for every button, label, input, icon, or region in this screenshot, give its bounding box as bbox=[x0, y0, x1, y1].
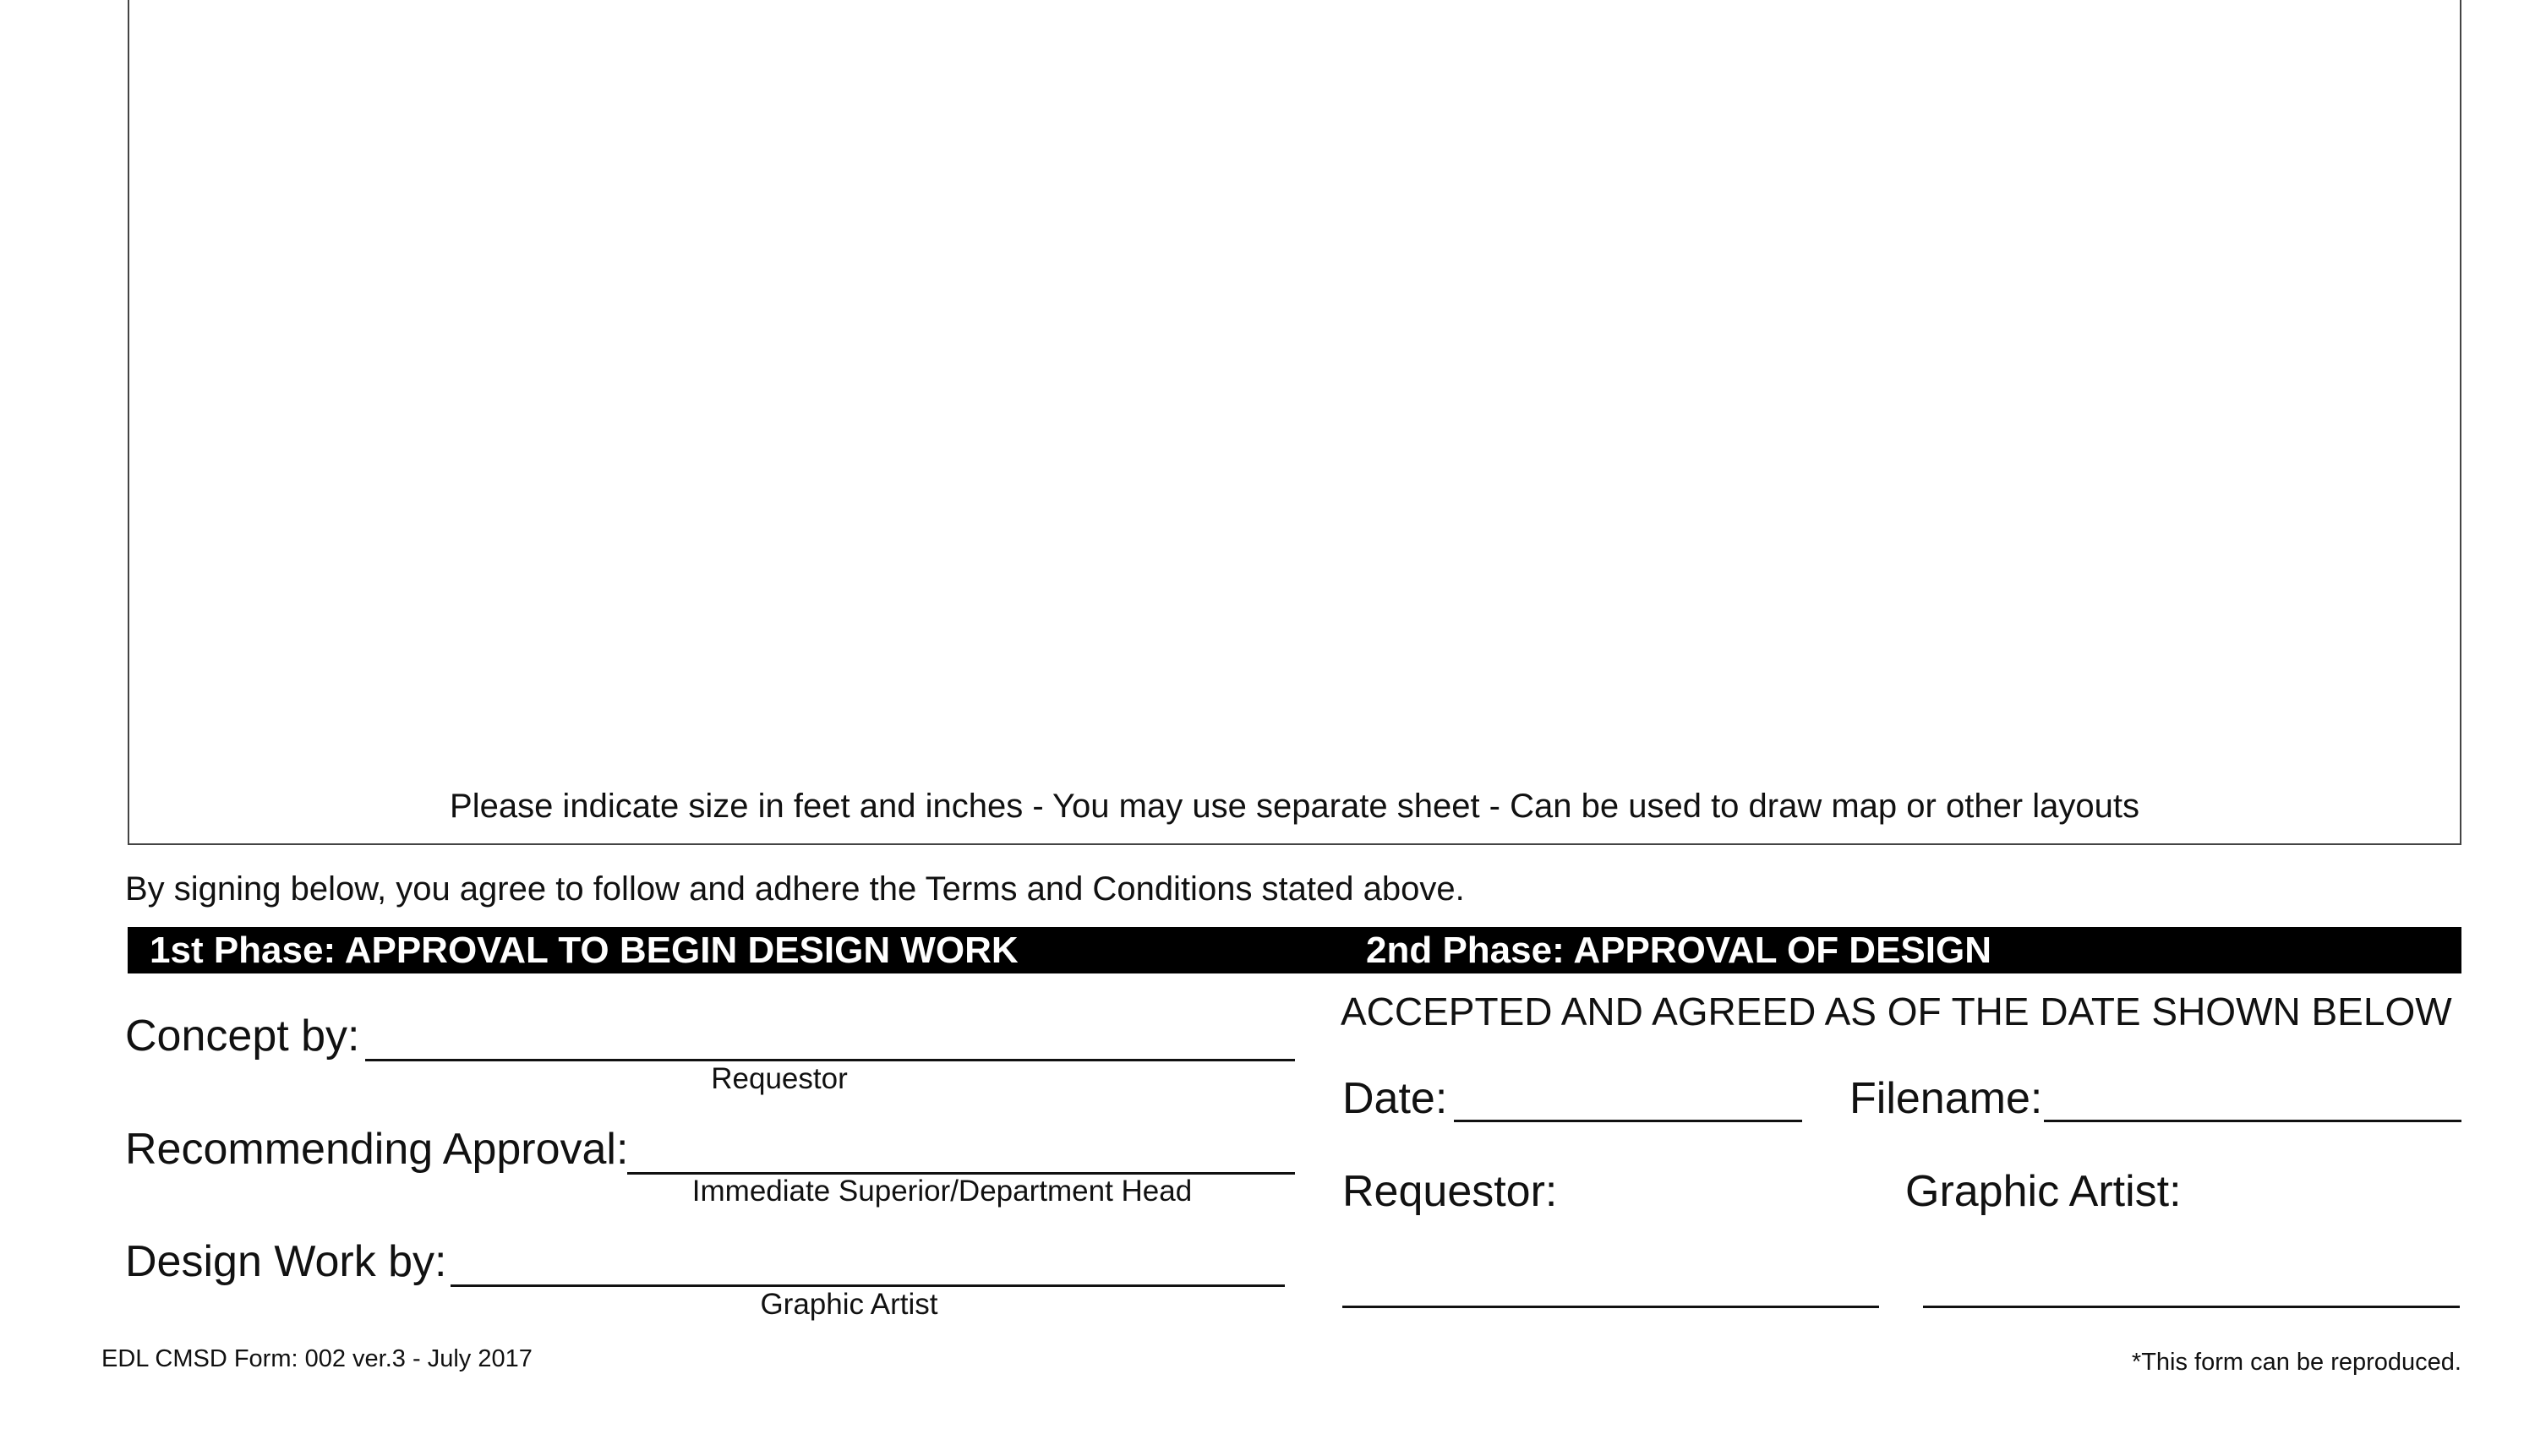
recommending-approval-caption: Immediate Superior/Department Head bbox=[691, 1175, 1193, 1208]
concept-by-label: Concept by: bbox=[125, 1012, 360, 1061]
phase2-title: 2nd Phase: APPROVAL OF DESIGN bbox=[1366, 930, 1991, 971]
agreement-statement: By signing below, you agree to follow and adhere the Terms and Conditions stated above. bbox=[125, 870, 1465, 908]
graphic-artist-signature-line[interactable] bbox=[1923, 1306, 2460, 1308]
phase-header-bar bbox=[128, 927, 2461, 973]
requestor-label: Requestor: bbox=[1342, 1167, 1558, 1216]
drawing-instructions: Please indicate size in feet and inches - You may use separate sheet - Can be used to draw map or other layouts bbox=[450, 788, 2139, 825]
drawing-area-box[interactable] bbox=[128, 0, 2461, 845]
accepted-agreed-statement: ACCEPTED AND AGREED AS OF THE DATE SHOWN BELOW bbox=[1341, 990, 2452, 1033]
concept-by-signature-line[interactable] bbox=[365, 1059, 1295, 1061]
filename-field-line[interactable] bbox=[2044, 1120, 2461, 1122]
date-field-line[interactable] bbox=[1454, 1120, 1802, 1122]
design-work-by-signature-line[interactable] bbox=[451, 1284, 1285, 1287]
graphic-artist-label: Graphic Artist: bbox=[1905, 1167, 2182, 1216]
requestor-signature-line[interactable] bbox=[1342, 1306, 1879, 1308]
date-label: Date: bbox=[1342, 1074, 1448, 1123]
phase1-title: 1st Phase: APPROVAL TO BEGIN DESIGN WORK bbox=[150, 930, 1019, 971]
recommending-approval-label: Recommending Approval: bbox=[125, 1125, 629, 1174]
reproduction-note: *This form can be reproduced. bbox=[2131, 1349, 2461, 1376]
concept-by-caption: Requestor bbox=[711, 1062, 848, 1095]
filename-label: Filename: bbox=[1849, 1074, 2043, 1123]
design-work-by-caption: Graphic Artist bbox=[760, 1288, 938, 1321]
form-identifier: EDL CMSD Form: 002 ver.3 - July 2017 bbox=[101, 1345, 533, 1372]
design-work-by-label: Design Work by: bbox=[125, 1237, 447, 1286]
